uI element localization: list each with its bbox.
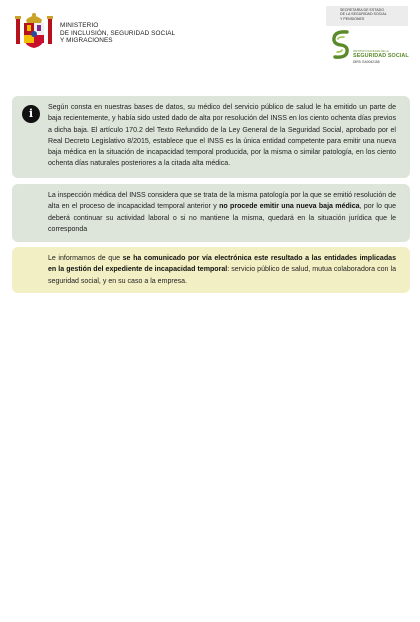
spain-coat-of-arms-icon: [14, 10, 54, 50]
ministry-name: MINISTERIO DE INCLUSIÓN, SEGURIDAD SOCIAL Y MIGRACIONES: [60, 22, 176, 45]
inss-decision-text: La inspección médica del INSS considera que se trata de la misma patología por la que se emitió resolución de alta en el proceso de incapacidad temporal anterior y no procede emitir una nueva baja médica, por lo que deberá continuar su actividad laboral o si no mantiene la misma, quedará en la situación jurídica que le corresponda: [48, 192, 396, 233]
communication-highlight: se ha comunicado por vía electrónica este resultado a las entidades implicadas en la gestión del expediente de incapacidad temporal: [48, 255, 396, 274]
inss-subtitle: INSTITUTO NACIONAL DE LA: [353, 50, 389, 53]
document-header: [0, 0, 420, 70]
inss-decision-highlight: no procede emitir una nueva baja médica: [219, 203, 360, 211]
communication-notice-text: Le informamos de que se ha comunicado por vía electrónica este resultado a las entidades implicadas en la gestión del expediente de incapacidad temporal: servicio público de salud, mutua colaboradora con la seguridad social, y en su caso a la empresa.: [48, 255, 396, 285]
inss-logo-panel: [326, 6, 408, 62]
inss-decision-box: [12, 184, 410, 242]
info-icon: i: [22, 105, 40, 123]
seguridad-social-logo-icon: [329, 29, 351, 61]
communication-notice-box: [12, 247, 410, 293]
inss-brand: SEGURIDAD SOCIAL: [353, 53, 409, 59]
info-message-text: Según consta en nuestras bases de datos, su médico del servicio público de salud le ha emitido un parte de baja recientemente, y había sido usted dado de alta por resolución del INSS en los ciento ochenta días previos a dicha baja. El artículo 170.2 del Texto Refundido de la Ley General de la Seguridad Social, aprobado por el Real Decreto Legislativo 8/2015, establece que el INSS es la única entidad competente para emitir una nueva baja médica en la situación de incapacidad temporal producida, por la misma o similar patología, en los ciento ochenta días naturales posteriores a la citada alta médica.: [48, 104, 396, 168]
secretaria-label: SECRETARÍA DE ESTADO DE LA SEGURIDAD SOCIAL Y PENSIONES: [326, 6, 408, 26]
dir3-code: DIR3: EA0042155: [353, 60, 380, 64]
info-message-box: [12, 96, 410, 178]
